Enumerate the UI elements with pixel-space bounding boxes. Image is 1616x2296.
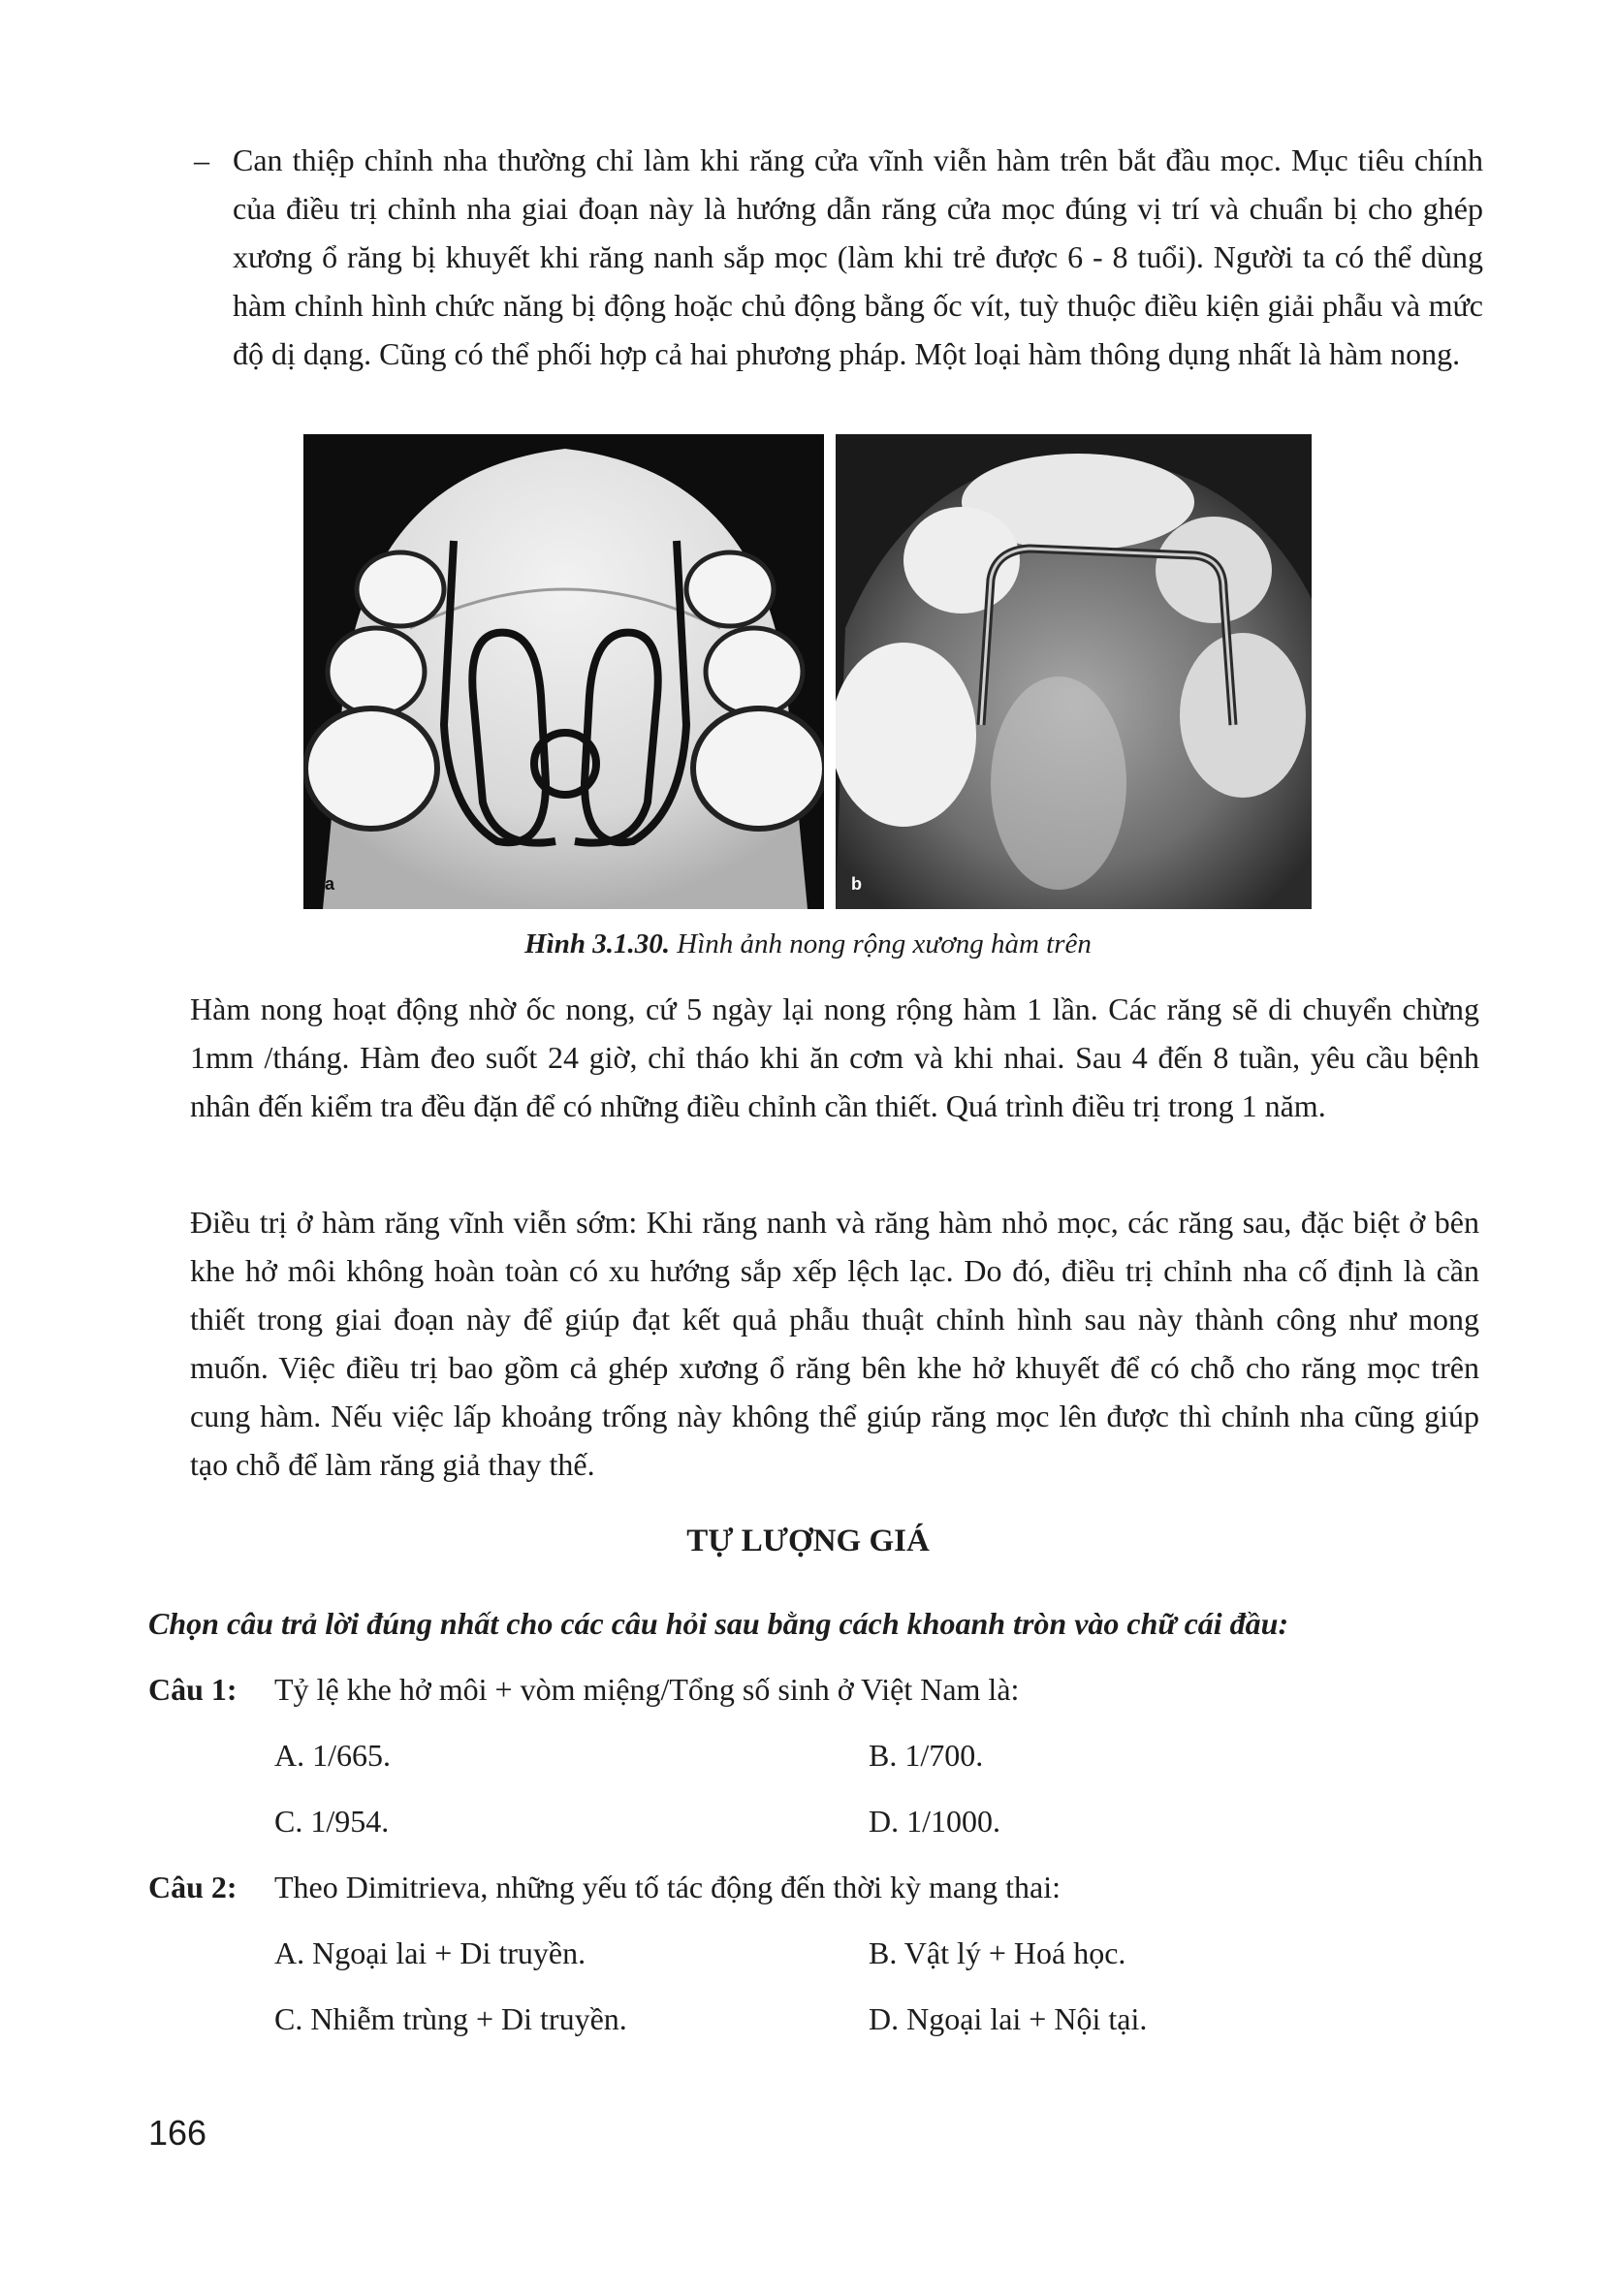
bullet-dash: – [194, 142, 209, 177]
question-2-option-d: D. Ngoại lai + Nội tại. [869, 2001, 1148, 2036]
figure-panel-a [303, 434, 824, 909]
question-2-label: Câu 2: [148, 1870, 238, 1904]
question-1-text: Tỷ lệ khe hở môi + vòm miệng/Tổng số sinh ở Việt Nam là: [274, 1672, 1020, 1707]
question-2-option-a: A. Ngoại lai + Di truyền. [274, 1935, 586, 1970]
section-heading: TỰ LƯỢNG GIÁ [686, 1524, 930, 1558]
question-2-option-b: B. Vật lý + Hoá học. [869, 1935, 1126, 1970]
figure-caption [0, 928, 1616, 960]
figure-caption-text: Hình ảnh nong rộng xương hàm trên [670, 928, 1092, 959]
question-1-option-c: C. 1/954. [274, 1804, 390, 1839]
expansion-appliance-photo-b [836, 434, 1312, 909]
body-paragraph-2: Điều trị ở hàm răng vĩnh viễn sớm: Khi răng nanh và răng hàm nhỏ mọc, các răng sau, đặc biệt ở bên khe hở môi không hoàn toàn có xu hướng sắp xếp lệch lạc. Do đó, điều trị chỉnh nha cố định là cần thiết trong giai đoạn này để giúp đạt kết quả phẫu thuật chỉnh hình sau này thành công như mong muốn. Việc điều trị bao gồm cả ghép xương ổ răng bên khe hở khuyết để có chỗ cho răng mọc trên cung hàm. Nếu việc lấp khoảng trống này không thể giúp răng mọc lên được thì chỉnh nha cũng giúp tạo chỗ để làm răng giả thay thế. [190, 1205, 1479, 1482]
figure-caption-number: Hình 3.1.30. [524, 928, 670, 959]
figure-panel-b [836, 434, 1312, 909]
question-1-option-b: B. 1/700. [869, 1738, 984, 1773]
panel-a-label: a [325, 874, 335, 894]
page-number: 166 [148, 2113, 207, 2153]
expansion-appliance-photo-a [303, 434, 824, 909]
question-1-label: Câu 1: [148, 1672, 238, 1707]
intro-bullet-paragraph: Can thiệp chỉnh nha thường chỉ làm khi răng cửa vĩnh viễn hàm trên bắt đầu mọc. Mục tiêu chính của điều trị chỉnh nha giai đoạn này là hướng dẫn răng cửa mọc đúng vị trí và chuẩn bị cho ghép xương ổ răng bị khuyết khi răng nanh sắp mọc (làm khi trẻ được 6 - 8 tuổi). Người ta có thể dùng hàm chỉnh hình chức năng bị động hoặc chủ động bằng ốc vít, tuỳ thuộc điều kiện giải phẫu và mức độ dị dạng. Cũng có thể phối hợp cả hai phương pháp. Một loại hàm thông dụng nhất là hàm nong. [233, 142, 1483, 371]
question-1-option-d: D. 1/1000. [869, 1804, 1000, 1839]
question-2-option-c: C. Nhiễm trùng + Di truyền. [274, 2001, 627, 2036]
question-2-text: Theo Dimitrieva, những yếu tố tác động đến thời kỳ mang thai: [274, 1870, 1061, 1904]
quiz-instruction: Chọn câu trả lời đúng nhất cho các câu hỏi sau bằng cách khoanh tròn vào chữ cái đầu: [148, 1606, 1289, 1641]
body-paragraph-1: Hàm nong hoạt động nhờ ốc nong, cứ 5 ngày lại nong rộng hàm 1 lần. Các răng sẽ di chuyển chừng 1mm /tháng. Hàm đeo suốt 24 giờ, chỉ tháo khi ăn cơm và khi nhai. Sau 4 đến 8 tuần, yêu cầu bệnh nhân đến kiểm tra đều đặn để có những điều chỉnh cần thiết. Quá trình điều trị trong 1 năm. [190, 991, 1479, 1123]
panel-b-label: b [851, 874, 862, 894]
question-1-option-a: A. 1/665. [274, 1738, 391, 1773]
